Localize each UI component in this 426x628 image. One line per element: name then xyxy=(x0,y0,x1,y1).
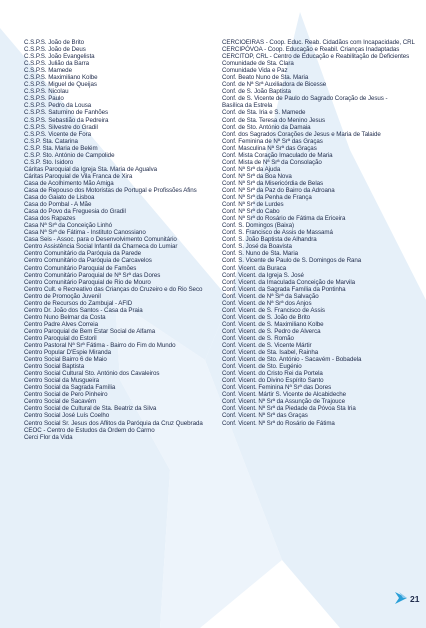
institution-entry: Casa do Gaiato de Lisboa xyxy=(24,194,95,202)
institution-entry: CERCIOEIRAS - Coop. Educ. Reab. Cidadãos com Incapacidade, CRL xyxy=(222,39,415,46)
institution-entry: C.S.P.S. Miguel de Queijas xyxy=(24,81,97,89)
institution-entry: CERCITOP, CRL - Centro de Educação e Reabilitação de Deficientes xyxy=(222,53,410,61)
institution-entry: CERCIPÓVOA - Coop. Educação e Reabil. Crianças Inadaptadas xyxy=(222,46,400,54)
institution-entry: Conf. Vicent. de S. Pedro de Alverca xyxy=(222,327,321,335)
institution-entry: Conf. Vicent. de Sta. Isabel, Rainha xyxy=(222,349,319,357)
institution-entry: Conf. S. José da Boavista xyxy=(222,243,292,251)
institution-entry: Conf. Vicent. de Sto. Eugénio xyxy=(222,363,302,371)
institution-entry: Centro Comunitário da Paróquia de Carcavelos xyxy=(24,257,152,265)
institution-entry: Conf. Beato Nuno de Sta. Maria xyxy=(222,74,309,82)
institution-entry: Conf. Vicent. de Nª Srª da Salvação xyxy=(222,292,319,300)
institution-entry: C.S.P.S. Maximiliano Kolbe xyxy=(24,74,98,82)
institution-entry: C.S.P.S. Paulo xyxy=(24,95,64,103)
institutions-list-left xyxy=(24,39,214,441)
institution-entry: Centro Social de Sacavém xyxy=(24,398,97,406)
page-corner-arrow-icon xyxy=(393,590,409,606)
institution-entry: Comunidade de Sta. Clara xyxy=(222,60,294,68)
institution-entry: Centro Comunitário Paroquial de Famões xyxy=(24,264,137,272)
institution-entry: Conf. de S. Vicente de Paulo do Sagrado Coração de Jesus - Basílica da Estrela xyxy=(222,95,388,110)
institution-entry: Conf. Vicent. da Sagrada Família da Pontinha xyxy=(222,285,346,293)
institution-entry: Conf. Vicent. de S. Vicente Mártir xyxy=(222,342,312,350)
institution-entry: Centro Social Sr. Jesus dos Aflitos da Paróquia da Cruz Quebrada xyxy=(24,419,203,427)
institution-entry: Conf. de Sta. Teresa do Menino Jesus xyxy=(222,116,325,124)
institution-entry: Conf. Vicent. Nª Srª da Assunção de Trajouce xyxy=(222,398,345,406)
institution-entry: Casa do Povo da Freguesia do Gradil xyxy=(24,208,126,216)
institution-entry: Centro Paroquial do Estoril xyxy=(24,334,97,342)
institution-entry: Conf. Nª Srª da Paz do Bairro da Adroana xyxy=(222,186,335,194)
institution-entry: C.S.P. Sta. Catarina xyxy=(24,137,78,145)
institution-entry: Centro de Recursos do Zambujal - AFID xyxy=(24,299,133,307)
institution-entry: Centro Social da Musgueira xyxy=(24,377,100,385)
institution-entry: Conf. Nª Srª da Boa Nova xyxy=(222,172,292,180)
institution-entry: C.S.P.S. João de Deus xyxy=(24,46,86,54)
institution-entry: Casa dos Rapazes xyxy=(24,215,76,223)
institution-entry: Centro Social da Sagrada Família xyxy=(24,384,116,392)
institution-entry: Centro Pastoral Nª Srª Fátima - Bairro do Fim do Mundo xyxy=(24,342,176,350)
institution-entry: Centro Assistência Social Infantil da Charneca do Lumiar xyxy=(24,243,178,251)
institution-entry: Casa do Pombal - A Mãe xyxy=(24,201,92,209)
institutions-list-right xyxy=(222,39,415,427)
institution-entry: Conf. Vicent. Nª Srª das Graças xyxy=(222,412,308,420)
institution-entry: Conf. Nª Srª do Rosário de Fátima da Ericeira xyxy=(222,215,346,223)
institution-entry: Cáritas Paroquial da Igreja Sta. Maria de Agualva xyxy=(24,165,158,173)
institution-entry: C.S.P.S. Vicente de Fora xyxy=(24,130,92,138)
institution-entry: Conf. Nª Srª do Cabo xyxy=(222,208,280,216)
institution-entry: Conf. Vicent. de S. Francisco de Assis xyxy=(222,306,325,314)
institution-entry: Conf. S. Nuno de Sta. Maria xyxy=(222,250,299,258)
institution-entry: Centro Dr. João dos Santos - Casa da Praia xyxy=(24,306,143,314)
institution-entry: Conf. dos Sagrados Corações de Jesus e Maria de Talaide xyxy=(222,130,381,138)
institution-entry: Conf. de Nª Srª Auxiliadora de Bicesse xyxy=(222,81,327,89)
institution-entry: Conf. Vicent. de Sto. António - Sacavém - Bobadela xyxy=(222,356,362,364)
institution-entry: Conf. Nª Srª da Misericórdia de Belas xyxy=(222,179,324,187)
institution-entry: Conf. S. Francisco de Assis de Massamá xyxy=(222,229,333,237)
institution-entry: CEOC - Centro de Estudos da Ordem do Carmo xyxy=(24,426,155,434)
institution-entry: Cáritas Paroquial de Vila Franca de Xira xyxy=(24,172,133,180)
institution-entry: C.S.P.S. Mamede xyxy=(24,67,72,75)
institution-entry: Centro Social de Pero Pinheiro xyxy=(24,391,108,399)
institution-entry: Conf. de S. João Baptista xyxy=(222,88,291,96)
institution-entry: Comunidade Vida e Paz xyxy=(222,67,288,75)
institution-entry: Conf. de Sto. António da Damaia xyxy=(222,123,311,131)
institution-entry: Conf. Vicent. de Nª Srª dos Anjos xyxy=(222,299,312,307)
institution-entry: Centro Social Baptista xyxy=(24,363,85,371)
institution-entry: C.S.P.S. João Evangelista xyxy=(24,53,95,61)
institution-entry: Conf. Vicent. da Igreja S. José xyxy=(222,271,304,279)
institution-entry: Conf. Masculina Nª Srª das Graças xyxy=(222,144,317,152)
institution-entry: Conf. Vicent. Feminina Nª Srª das Dores xyxy=(222,384,332,392)
institution-entry: Casa Nª Srª de Fátima - Instituto Canossiano xyxy=(24,229,146,237)
institution-entry: Centro Social José Luís Coelho xyxy=(24,412,110,420)
institution-entry: Conf. Mista Coração Imaculado de Maria xyxy=(222,151,333,159)
institution-entry: C.S.P.S. Pedro da Lousa xyxy=(24,102,92,110)
institution-entry: Centro Nuno Belmar da Costa xyxy=(24,313,106,321)
institution-entry: C.S.P.S. Sebastião da Pedreira xyxy=(24,116,109,124)
institution-entry: C.S.P.S. Julião da Barra xyxy=(24,60,90,68)
institution-entry: C.S.P. Sto. António de Campolide xyxy=(24,151,115,159)
institution-entry: Conf. Nª Srª de Lurdes xyxy=(222,201,284,209)
institution-entry: Conf. Vicent. da Buraca xyxy=(222,264,287,272)
institution-entry: C.S.P.S. Silvestre do Gradil xyxy=(24,123,98,131)
institution-entry: Conf. Vicent. Mártir S. Vicente de Alcabideche xyxy=(222,391,347,399)
institution-entry: Conf. Vicent. Nª Srª da Piedade da Póvoa Sta Iria xyxy=(222,405,356,413)
institution-entry: Centro Comunitário Paroquial de Rio de Mouro xyxy=(24,278,151,286)
institution-entry: Conf. Vicent. de S. Romão xyxy=(222,334,294,342)
institution-entry: Conf. S. Vicente de Paulo de S. Domingos de Rana xyxy=(222,257,362,265)
institution-entry: Conf. S. Domingos (Baixa) xyxy=(222,222,294,230)
institution-entry: Centro Cult. e Recreativo das Crianças do Cruzeiro e do Rio Seco xyxy=(24,285,203,293)
institution-entry: Conf. Nª Srª da Ajuda xyxy=(222,165,281,173)
institution-entry: Centro Paroquial de Bem Estar Social de Alfama xyxy=(24,327,156,335)
institution-entry: Casa de Acolhimento Mão Amiga xyxy=(24,179,114,187)
institution-entry: Conf. Mista de Nª Srª da Consolação xyxy=(222,158,322,166)
institution-entry: Conf. S. João Baptista de Alhandra xyxy=(222,236,317,244)
institution-entry: Conf. Vicent. do Divino Espírito Santo xyxy=(222,377,324,385)
institution-entry: Conf. Vicent. da Imaculada Conceição de Marvila xyxy=(222,278,356,286)
institution-entry: Centro Popular D'Espie Miranda xyxy=(24,349,112,357)
institution-entry: C.S.P.S. João de Brito xyxy=(24,39,85,46)
institution-entry: Conf. Nª Srª da Penha de França xyxy=(222,194,312,202)
institution-entry: C.S.P.S. Saturnino de Fanhões xyxy=(24,109,109,117)
institution-entry: C.S.P. Sto. Isidoro xyxy=(24,158,74,166)
institution-entry: Cerci Flor da Vida xyxy=(24,433,73,441)
institution-entry: Conf. Feminina de Nª Srª das Graças xyxy=(222,137,323,145)
institution-entry: Centro Social de Cultural de Sta. Beatriz da Silva xyxy=(24,405,157,413)
institution-entry: Conf. Vicent. de S. Maximiliano Kolbe xyxy=(222,320,324,328)
institution-entry: Centro Padre Alves Correia xyxy=(24,320,99,328)
institution-entry: Conf. Vicent. Nª Srª do Rosário de Fátima xyxy=(222,419,335,427)
institution-entry: Centro Social Cultural Sto. António dos Cavaleiros xyxy=(24,370,160,378)
institution-entry: Conf. Vicent. do Cristo Rei da Portela xyxy=(222,370,323,378)
institution-entry: Conf. Vicent. de S. João de Brito xyxy=(222,313,311,321)
institution-entry: Conf. de Sta. Iria e S. Mamede xyxy=(222,109,306,117)
institution-entry: Centro Social Bairro 6 de Maio xyxy=(24,356,107,364)
page-number: 21 xyxy=(410,594,420,604)
institution-entry: Centro Comunitário da Paróquia da Parede xyxy=(24,250,142,258)
institution-entry: C.S.P.S. Nicolau xyxy=(24,88,69,96)
institution-entry: Casa Nª Srª da Conceição Linhó xyxy=(24,222,113,230)
institution-entry: Casa Seis - Assoc. para o Desenvolvimento Comunitário xyxy=(24,236,177,244)
institution-entry: C.S.P. Sta. Maria de Belém xyxy=(24,144,98,152)
institution-entry: Centro Comunitário Paroquial de Nª Srª das Dores xyxy=(24,271,161,279)
institution-entry: Casa de Repouso dos Motoristas de Portugal e Profissões Afins xyxy=(24,186,197,194)
institution-entry: Centro de Promoção Juvenil xyxy=(24,292,101,300)
